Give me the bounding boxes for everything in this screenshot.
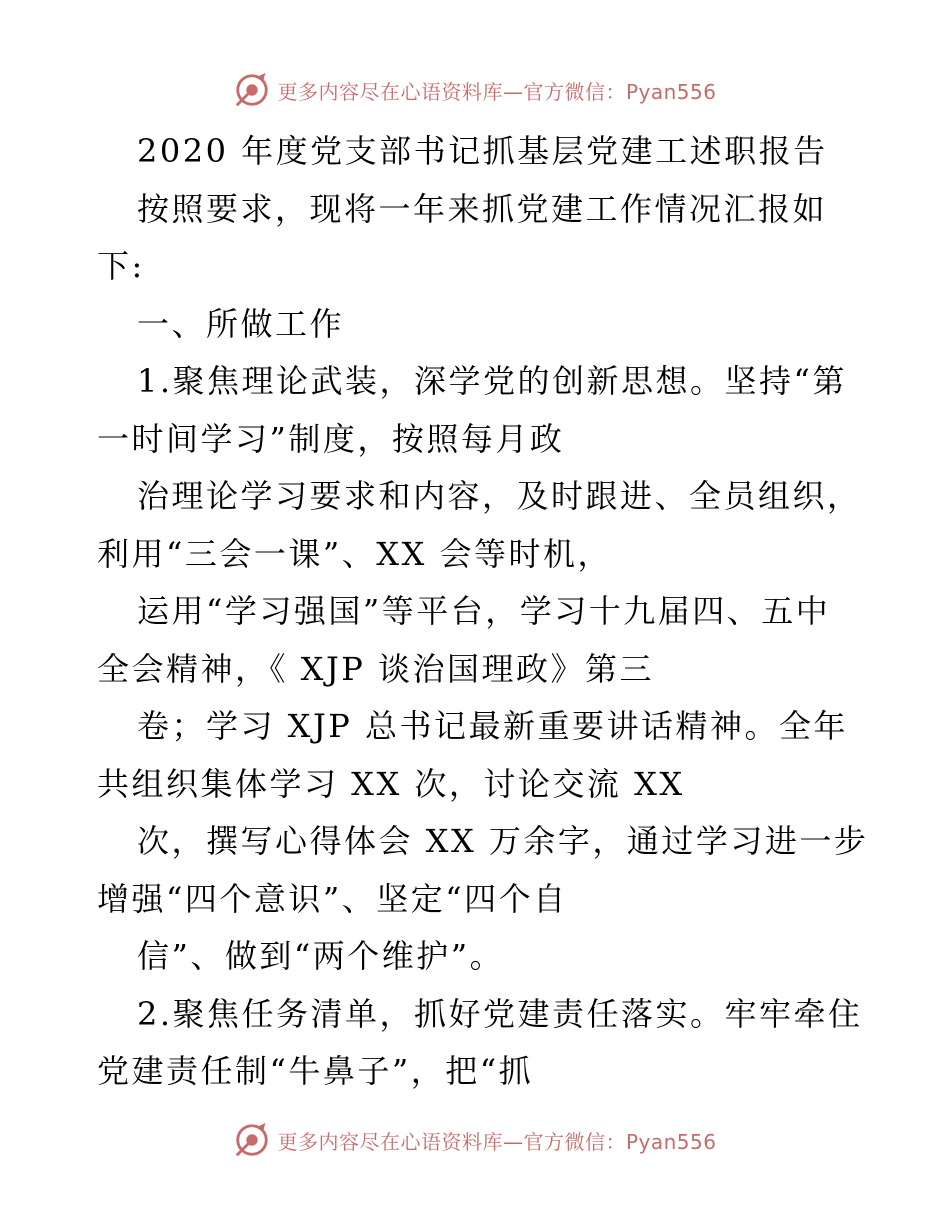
doc-line: 运用“学习强国”等平台，学习十九届四、五中 (137, 592, 831, 630)
document-body (97, 123, 869, 1101)
pen-logo-icon (233, 71, 271, 109)
doc-line: 增强“四个意识”、坚定“四个自 (97, 879, 568, 918)
doc-line: 1.聚焦理论武装，深学党的创新思想。坚持“第 (137, 362, 847, 400)
header-watermark (0, 68, 950, 112)
doc-line: 卷；学习 XJP 总书记最新重要讲话精神。全年 (137, 707, 848, 745)
doc-line: 2020 年度党支部书记抓基层党建工述职报告 (137, 132, 828, 170)
doc-line: 一时间学习”制度，按照每月政 (97, 419, 565, 458)
doc-line: 2.聚焦任务清单，抓好党建责任落实。牢牢牵住 (137, 994, 863, 1033)
doc-line: 党建责任制“牛鼻子”，把“抓 (97, 1052, 534, 1090)
footer-watermark (0, 1118, 950, 1162)
pen-logo-icon (233, 1121, 271, 1159)
watermark-text: 更多内容尽在心语资料库—官方微信：Pyan556 (277, 79, 717, 104)
doc-line: 一、所做工作 (137, 304, 345, 343)
doc-line: 全会精神，《 XJP 谈治国理政》第三 (97, 649, 654, 688)
doc-line: 信”、做到“两个维护”。 (137, 937, 505, 975)
doc-line: 次，撰写心得体会 XX 万余字，通过学习进一步 (137, 822, 869, 860)
doc-line: 共组织集体学习 XX 次，讨论交流 XX (97, 764, 685, 803)
doc-line: 下: (97, 247, 145, 285)
doc-line: 按照要求，现将一年来抓党建工作情况汇报如 (137, 189, 828, 228)
doc-line: 治理论学习要求和内容，及时跟进、全员组织， (137, 477, 862, 515)
doc-line: 利用“三会一课”、XX 会等时机， (97, 534, 612, 573)
watermark-text: 更多内容尽在心语资料库—官方微信：Pyan556 (277, 1129, 717, 1154)
